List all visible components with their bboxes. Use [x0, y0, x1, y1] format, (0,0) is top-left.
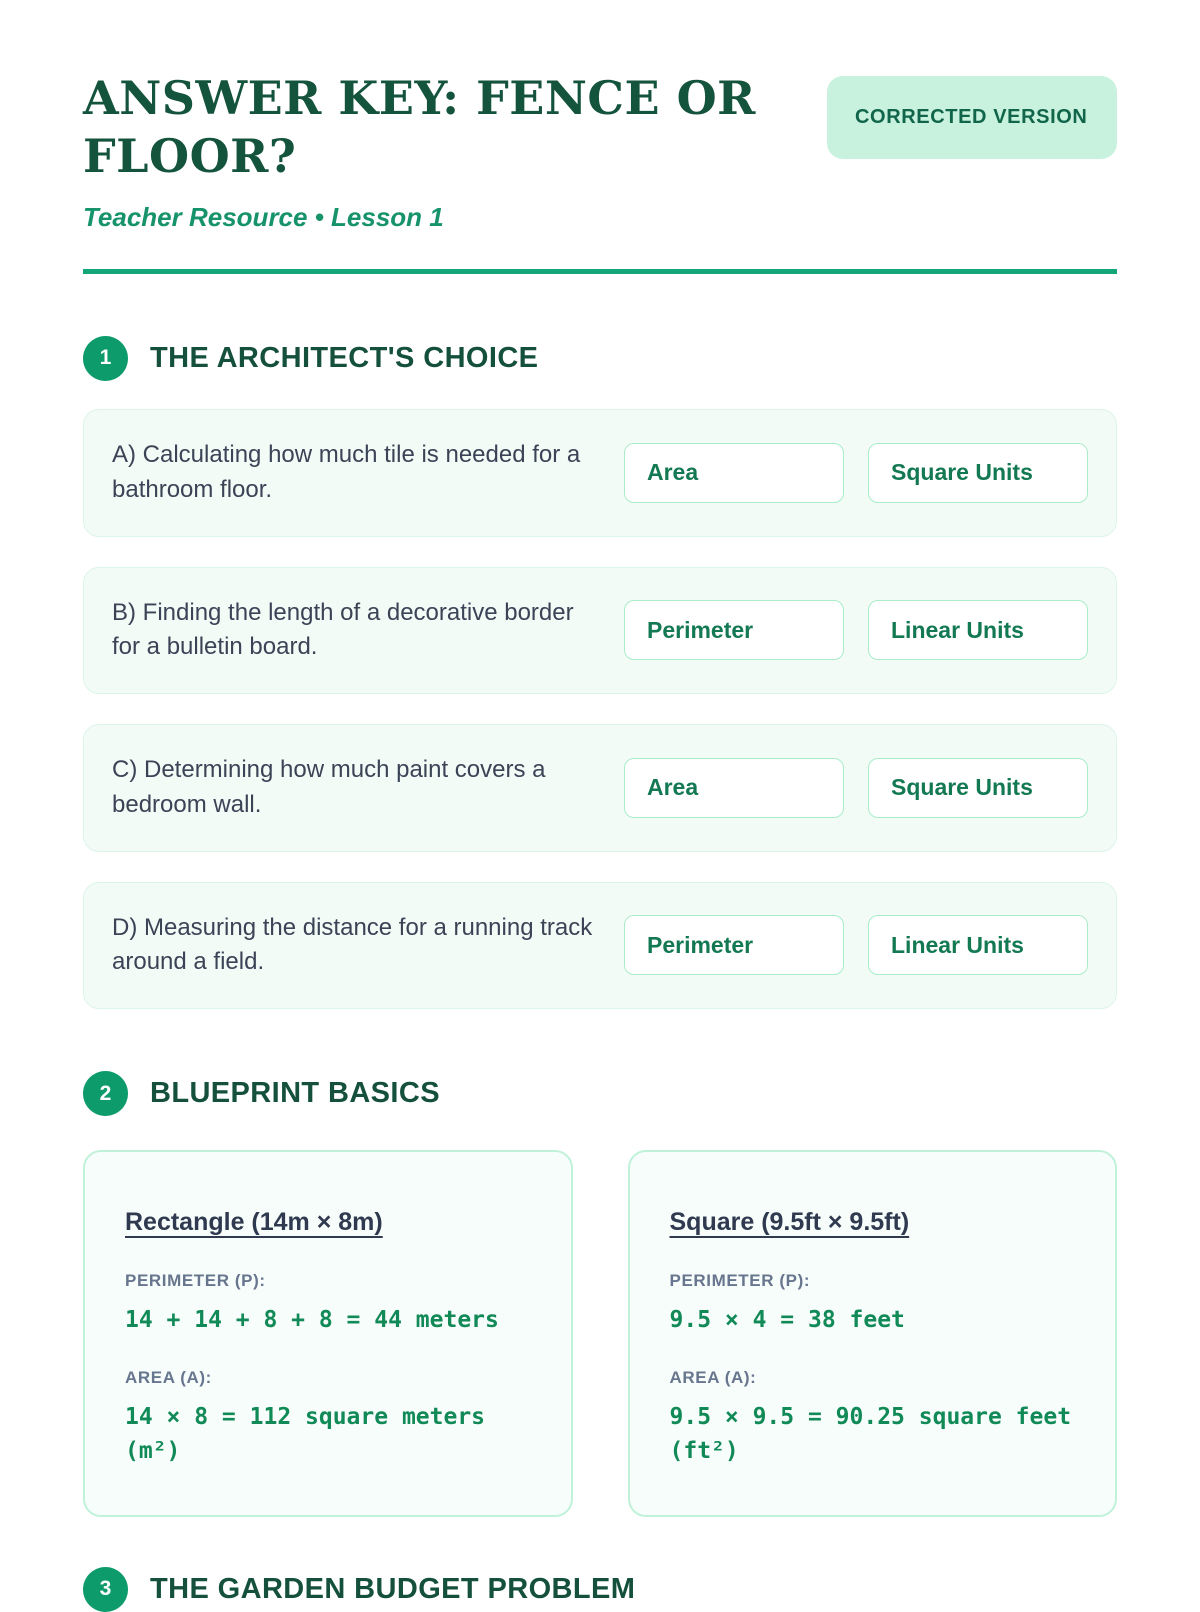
section-3-heading	[83, 1567, 1117, 1612]
area-label: AREA (A):	[669, 1367, 757, 1387]
subtitle: Teacher Resource • Lesson 1	[83, 201, 444, 232]
qa-card-c	[83, 724, 1117, 852]
perimeter-value: 14 + 14 + 8 + 8 = 44 meters	[125, 1307, 499, 1334]
answer-box-units-b: Linear Units	[868, 600, 1088, 660]
corrected-version-badge: CORRECTED VERSION	[827, 76, 1117, 159]
answer-box-units-d: Linear Units	[868, 915, 1088, 975]
qa-card-d	[83, 882, 1117, 1010]
blueprint-card-title: Rectangle (14m × 8m)	[125, 1208, 383, 1237]
blueprint-card-square	[628, 1150, 1118, 1517]
answer-box-units-c: Square Units	[868, 758, 1088, 818]
answers-d	[624, 915, 1088, 975]
header	[83, 70, 1117, 274]
question-text-c: C) Determining how much paint covers a bedroom wall.	[112, 756, 546, 818]
answer-box-classification-c: Area	[624, 758, 844, 818]
blueprint-card-title: Square (9.5ft × 9.5ft)	[669, 1208, 910, 1237]
section-2-heading	[83, 1071, 1117, 1116]
page-title: ANSWER KEY: FENCE OR FLOOR?	[83, 71, 756, 183]
qa-card-b	[83, 567, 1117, 695]
architects-choice-list	[83, 409, 1117, 1009]
answer-box-classification-d: Perimeter	[624, 915, 844, 975]
answer-box-classification-b: Perimeter	[624, 600, 844, 660]
answer-box-classification-a: Area	[624, 443, 844, 503]
section-2-title: BLUEPRINT BASICS	[150, 1077, 440, 1110]
answers-b	[624, 600, 1088, 660]
section-1-title: THE ARCHITECT'S CHOICE	[150, 341, 539, 374]
perimeter-label: PERIMETER (P):	[669, 1271, 811, 1291]
section-1-number-badge: 1	[83, 336, 128, 381]
area-value: 14 × 8 = 112 square meters (m²)	[125, 1403, 486, 1465]
header-divider	[83, 269, 1117, 274]
answer-box-units-a: Square Units	[868, 443, 1088, 503]
question-text-a: A) Calculating how much tile is needed for a bathroom floor.	[112, 440, 581, 503]
section-1-heading	[83, 336, 1117, 381]
question-text-b: B) Finding the length of a decorative border for a bulletin board.	[112, 598, 574, 661]
perimeter-value: 9.5 × 4 = 38 feet	[669, 1307, 905, 1334]
qa-card-a	[83, 409, 1117, 537]
blueprint-basics-grid	[83, 1150, 1117, 1517]
section-2-number-badge: 2	[83, 1071, 128, 1116]
question-text-d: D) Measuring the distance for a running track around a field.	[112, 913, 593, 976]
perimeter-label: PERIMETER (P):	[125, 1271, 266, 1291]
answers-a	[624, 443, 1088, 503]
answers-c	[624, 758, 1088, 818]
area-value: 9.5 × 9.5 = 90.25 square feet (ft²)	[669, 1403, 1072, 1465]
section-3-number-badge: 3	[83, 1567, 128, 1612]
section-3-title: THE GARDEN BUDGET PROBLEM	[150, 1572, 636, 1605]
blueprint-card-rectangle	[83, 1150, 573, 1517]
area-label: AREA (A):	[125, 1367, 212, 1387]
